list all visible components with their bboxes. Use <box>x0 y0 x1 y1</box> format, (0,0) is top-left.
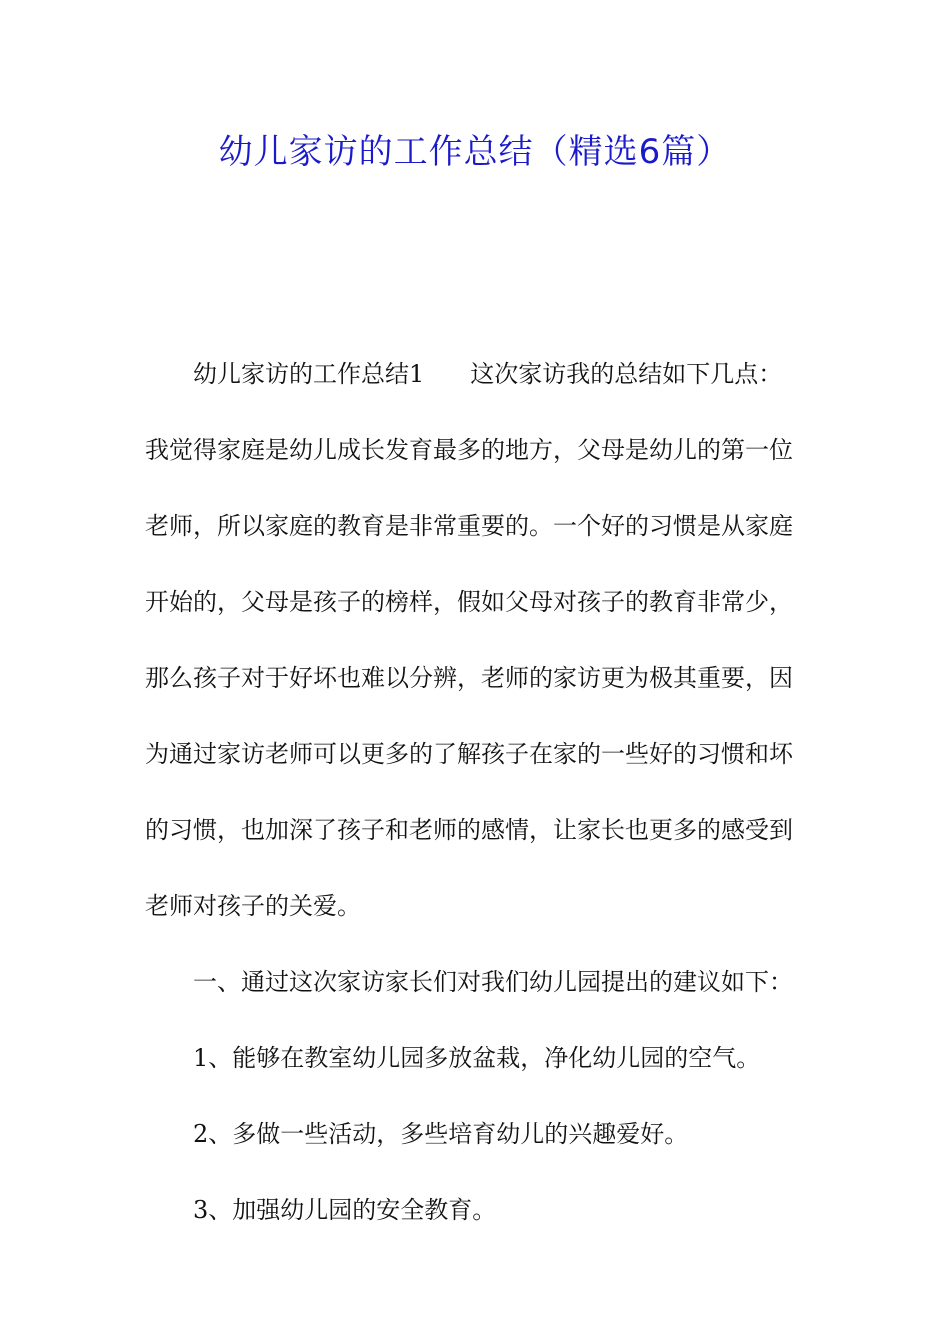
intro-line: 开始的，父母是孩子的榜样，假如父母对孩子的教育非常少， <box>145 588 793 616</box>
intro-line: 老师，所以家庭的教育是非常重要的。一个好的习惯是从家庭 <box>145 512 793 540</box>
intro-line: 老师对孩子的关爱。 <box>145 892 361 920</box>
intro-line: 那么孩子对于好坏也难以分辨，老师的家访更为极其重要，因 <box>145 664 793 692</box>
suggestion-item: 2、多做一些活动，多些培育幼儿的兴趣爱好。 <box>193 1120 689 1148</box>
document-title: 幼儿家访的工作总结（精选6篇） <box>218 132 732 172</box>
intro-paragraph <box>145 336 805 944</box>
intro-first-line-text: 这次家访我的总结如下几点： <box>470 360 783 388</box>
suggestion-item: 3、加强幼儿园的安全教育。 <box>193 1196 497 1224</box>
document-body <box>145 336 805 1248</box>
intro-line: 为通过家访老师可以更多的了解孩子在家的一些好的习惯和坏 <box>145 740 793 768</box>
intro-line: 我觉得家庭是幼儿成长发育最多的地方，父母是幼儿的第一位 <box>145 436 793 464</box>
intro-first-line <box>145 336 805 412</box>
intro-line: 的习惯，也加深了孩子和老师的感情，让家长也更多的感受到 <box>145 816 793 844</box>
suggestions-heading: 一、通过这次家访家长们对我们幼儿园提出的建议如下： <box>193 968 793 996</box>
suggestion-item: 1、能够在教室幼儿园多放盆栽，净化幼儿园的空气。 <box>193 1044 761 1072</box>
section-heading: 幼儿家访的工作总结1 <box>193 360 425 388</box>
